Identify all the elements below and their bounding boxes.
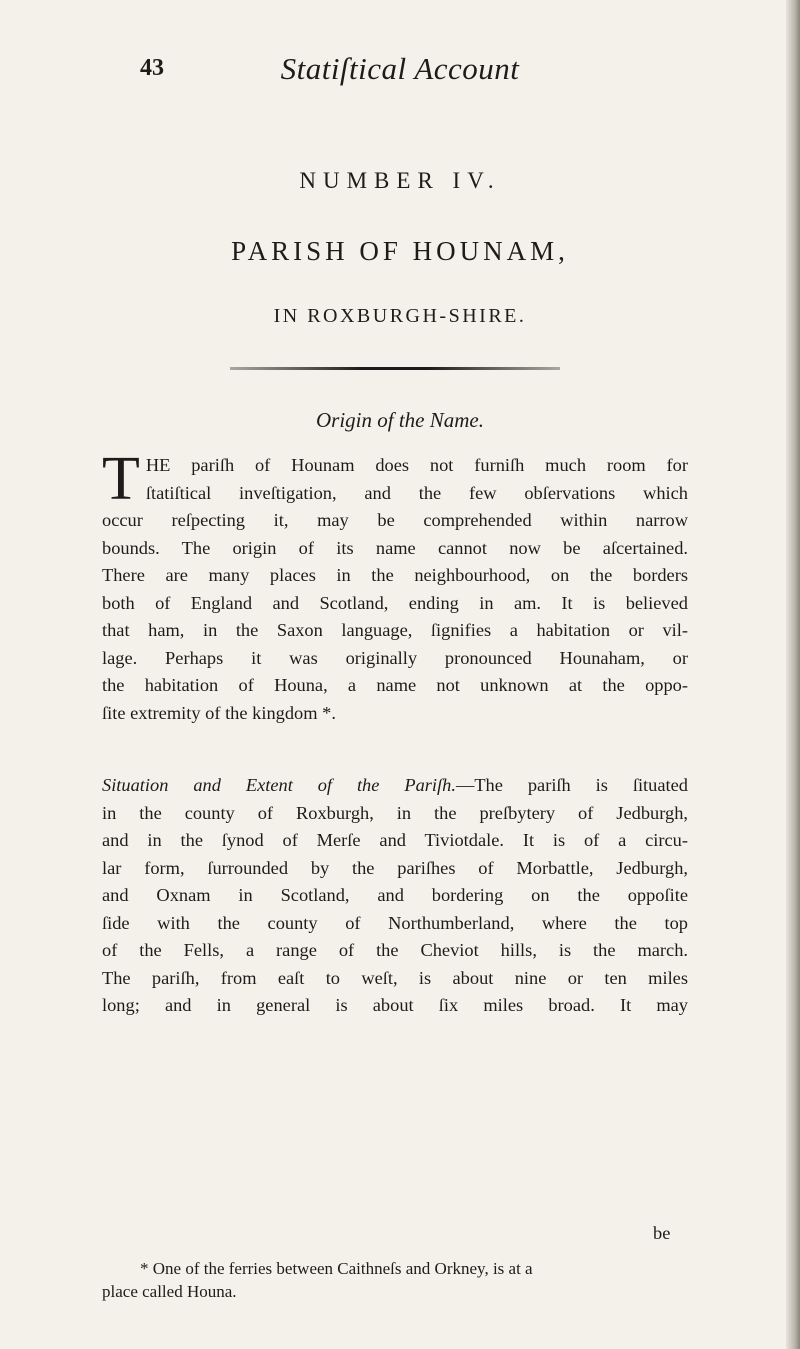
text-line: The pariſh, from eaſt to weſt, is about nine or ten miles xyxy=(102,967,688,988)
section-rule xyxy=(230,367,560,370)
county-heading: IN ROXBURGH-SHIRE. xyxy=(273,305,527,327)
running-head: Statiſtical Account xyxy=(280,51,520,86)
parish-heading: PARISH OF HOUNAM, xyxy=(231,236,569,266)
text-line: lage. Perhaps it was originally pronounced Hounaham, or xyxy=(102,647,688,668)
text-line: in the county of Roxburgh, in the preſbytery of Jedburgh, xyxy=(102,802,688,823)
section-title-origin: Origin of the Name. xyxy=(316,408,484,432)
text-line: ſite extremity of the kingdom *. xyxy=(102,702,336,723)
inline-heading-situation: Situation and Extent of the Pariſh. xyxy=(102,775,456,795)
footnote-line: * One of the ferries between Caithneſs and Orkney, is at a xyxy=(140,1259,533,1278)
paragraph-origin xyxy=(102,445,688,727)
text-line: of the Fells, a range of the Cheviot hills, is the march. xyxy=(102,940,688,960)
text-line: HE pariſh of Hounam does not furniſh much room for xyxy=(145,455,688,475)
text-line: and Oxnam in Scotland, and bordering on the oppoſite xyxy=(102,885,688,905)
text-line: There are many places in the neighbourhood, on the borders xyxy=(102,565,688,585)
text-line: occur reſpecting it, may be comprehended within narrow xyxy=(102,510,688,530)
text-line-first xyxy=(102,772,688,800)
page-edge-shadow xyxy=(786,0,800,1349)
number-heading: NUMBER IV. xyxy=(299,168,501,193)
text-fragment: —The pariſh is ſituated xyxy=(455,775,688,795)
text-line: both of England and Scotland, ending in am. It is believed xyxy=(102,592,688,613)
text-line: the habitation of Houna, a name not unknown at the oppo- xyxy=(102,675,688,695)
catchword: be xyxy=(653,1223,671,1243)
drop-cap: T xyxy=(102,445,140,513)
footnote xyxy=(102,1257,688,1303)
text-line: that ham, in the Saxon language, ſignifies a habitation or vil- xyxy=(102,620,688,640)
text-line: long; and in general is about ſix miles broad. It may xyxy=(102,995,688,1015)
paragraph-situation xyxy=(102,772,688,1020)
text-line: ſide with the county of Northumberland, where the top xyxy=(102,912,688,933)
page-number: 43 xyxy=(140,55,164,81)
page-header xyxy=(0,51,800,95)
text-line: bounds. The origin of its name cannot now be aſcertained. xyxy=(102,537,688,558)
text-line: and in the ſynod of Merſe and Tiviotdale. It is of a circu- xyxy=(102,830,688,850)
text-line: lar form, ſurrounded by the pariſhes of Morbattle, Jedburgh, xyxy=(102,857,688,878)
footnote-line: place called Houna. xyxy=(102,1282,237,1301)
text-line: ſtatiſtical inveſtigation, and the few obſervations which xyxy=(145,482,688,503)
